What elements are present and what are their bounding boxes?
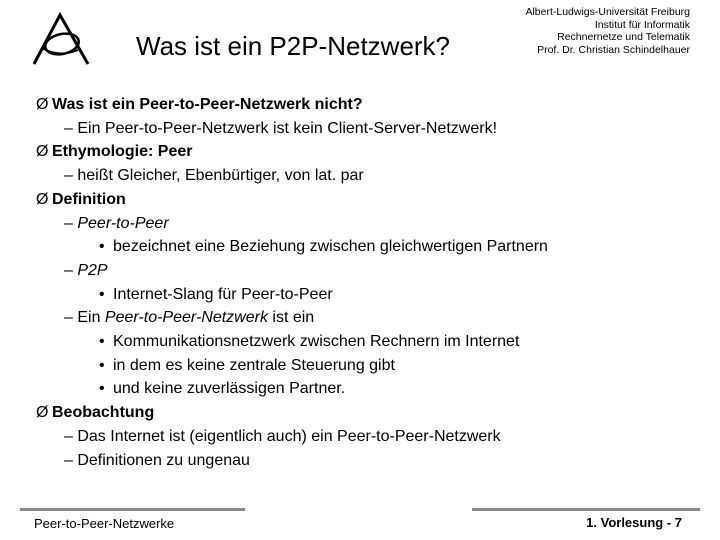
affiliation-professor: Prof. Dr. Christian Schindelhauer [537,43,690,56]
term: Peer-to-Peer-Netzwerk [104,309,268,327]
footer-course-name: Peer-to-Peer-Netzwerke [34,516,175,531]
suffix: ist ein [267,309,315,327]
prefix: – Ein [64,309,105,327]
small-bullet-icon: • [99,380,105,398]
sub-item: – heißt Gleicher, Ebenbürtiger, von lat. par [64,167,364,185]
arrow-bullet-icon: Ø [36,96,49,113]
dash: – [64,214,78,232]
term: P2P [77,261,108,279]
definition-p2p [36,259,696,283]
arrow-bullet-icon: Ø [36,143,49,161]
detail-item [36,283,696,307]
heading-text: Definition [52,190,126,208]
bullet-definition [36,188,696,212]
sub-item: – Das Internet ist (eigentlich auch) ein Peer-to-Peer-Netzwerk [64,427,501,445]
detail-text: Internet-Slang für Peer-to-Peer [113,285,333,303]
slide-content [36,93,696,472]
arrow-bullet-icon: Ø [36,404,49,422]
university-logo-icon [28,12,96,70]
small-bullet-icon: • [99,333,105,351]
bullet-observation [36,401,696,425]
small-bullet-icon: • [99,285,105,303]
arrow-bullet-icon: Ø [36,190,49,208]
footer-rule-left [20,508,245,511]
detail-text: und keine zuverlässigen Partner. [113,380,346,398]
detail-item [36,235,696,259]
detail-item [36,377,696,401]
affiliation-department: Rechnernetze und Telematik [557,31,690,43]
affiliation-block [450,6,690,56]
definition-peer-to-peer [36,212,696,236]
dash: – [64,261,78,279]
affiliation-institute: Institut für Informatik [594,18,690,31]
heading-text: Was ist ein Peer-to-Peer-Netzwerk nicht? [52,96,363,113]
sub-item: – Definitionen zu ungenau [64,451,250,469]
footer-rule-right [472,508,700,511]
small-bullet-icon: • [99,356,105,374]
slide-title: Was ist ein P2P-Netzwerk? [136,31,451,61]
detail-text: Kommunikationsnetzwerk zwischen Rechnern im Internet [113,333,520,351]
term: Peer-to-Peer [77,214,169,232]
bullet-what-not [36,93,696,117]
definition-network [36,306,696,330]
affiliation-university: Albert-Ludwigs-Universität Freiburg [525,6,690,18]
footer-page-number: 1. Vorlesung - 7 [586,515,682,530]
heading-text: Ethymologie: Peer [52,143,193,161]
heading-text: Beobachtung [52,404,155,422]
detail-item [36,330,696,354]
detail-item [36,354,696,378]
bullet-etymology [36,140,696,164]
sub-item: – Ein Peer-to-Peer-Netzwerk ist kein Client-Server-Netzwerk! [64,119,498,137]
small-bullet-icon: • [99,238,105,256]
detail-text: bezeichnet eine Beziehung zwischen gleichwertigen Partnern [113,238,548,256]
detail-text: in dem es keine zentrale Steuerung gibt [113,356,395,374]
